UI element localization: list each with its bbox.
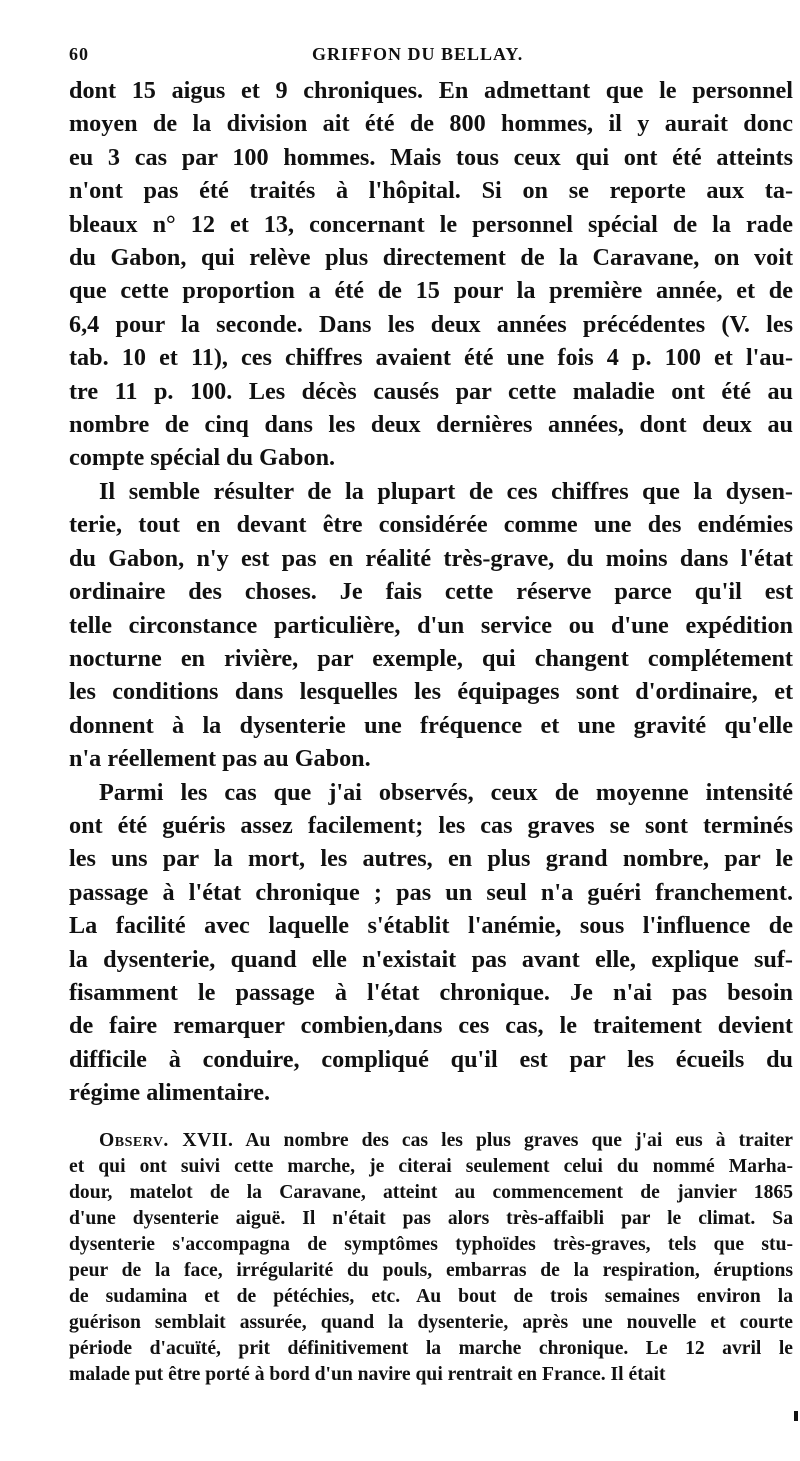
paragraph-2 [69,475,793,776]
text-line: la dysenterie, quand elle n'existait pas avant elle, explique suf- [69,945,793,973]
text-line: guérison semblait assurée, quand la dysenterie, après une nouvelle et courte [69,1312,793,1334]
text-line: La facilité avec laquelle s'établit l'anémie, sous l'influence de [69,912,793,940]
text-line: dont 15 aigus et 9 chroniques. En admettant que le personnel [69,77,793,104]
text-line: compte spécial du Gabon. [69,444,336,472]
text-line: régime alimentaire. [69,1079,271,1107]
text-line: ont été guéris assez facilement; les cas graves se sont terminés [69,811,793,839]
text-line: du Gabon, qui relève plus directement de la Caravane, on voit [69,244,793,272]
text-line: tre 11 p. 100. Les décès causés par cette maladie ont été au [69,377,793,405]
text-line: fisamment le passage à l'état chronique. Je n'ai pas besoin [69,978,793,1006]
text-line: que cette proportion a été de 15 pour la première année, et de [69,277,793,305]
observation-rest [69,1154,793,1389]
text-line: du Gabon, n'y est pas en réalité très-grave, du moins dans l'état [69,544,793,572]
observation-first-line [69,1128,793,1154]
text-line: de faire remarquer combien,dans ces cas, le traitement devient [69,1012,793,1040]
text-line: tab. 10 et 11), ces chiffres avaient été une fois 4 p. 100 et l'au- [69,344,793,372]
text-line: dour, matelot de la Caravane, atteint au commencement de janvier 1865 [69,1181,793,1203]
text-line: 6,4 pour la seconde. Dans les deux années précédentes (V. les [69,310,793,338]
observation-line: Au nombre des cas les plus graves que j'ai eus à traiter [233,1129,793,1151]
text-line: eu 3 cas par 100 hommes. Mais tous ceux qui ont été atteints [69,143,793,171]
text-line: malade put être porté à bord d'un navire qui rentrait en France. Il était [69,1364,666,1386]
text-line: Il semble résulter de la plupart de ces chiffres que la dysen- [99,477,793,505]
text-line: nombre de cinq dans les deux dernières années, dont deux au [69,411,793,439]
text-line: nocturne en rivière, par exemple, qui changent complétement [69,644,793,672]
text-line: de sudamina et de pétéchies, etc. Au bout de trois semaines environ la [69,1286,793,1308]
page-header [69,44,790,74]
text-line: terie, tout en devant être considérée comme une des endémies [69,511,793,539]
text-line: et qui ont suivi cette marche, je citerai seulement celui du nommé Marha- [69,1155,793,1177]
text-line: les uns par la mort, les autres, en plus grand nombre, par le [69,845,793,873]
paragraph-3 [69,776,793,1110]
paragraph-1 [69,74,793,475]
observation-lead: Observ. XVII. [99,1129,234,1151]
text-line: ordinaire des choses. Je fais cette réserve parce qu'il est [69,578,793,606]
text-line: moyen de la division ait été de 800 hommes, il y aurait donc [69,110,793,138]
text-line: n'a réellement pas au Gabon. [69,745,371,773]
text-line: telle circonstance particulière, d'un service ou d'une expédition [69,611,793,639]
text-line: donnent à la dysenterie une fréquence et une gravité qu'elle [69,711,793,739]
text-line: n'ont pas été traités à l'hôpital. Si on se reporte aux ta- [69,177,793,205]
text-line: peur de la face, irrégularité du pouls, embarras de la respiration, éruptions [69,1260,793,1282]
observation-xvii [69,1128,793,1389]
text-line: bleaux n° 12 et 13, concernant le personnel spécial de la rade [69,210,793,238]
text-line: période d'acuïté, prit définitivement la marche chronique. Le 12 avril le [69,1338,793,1360]
text-line: d'une dysenterie aiguë. Il n'était pas alors très-affaibli par le climat. Sa [69,1207,793,1229]
body-text [69,74,793,1110]
observation-paragraph [69,1128,793,1389]
text-line: difficile à conduire, compliqué qu'il est par les écueils du [69,1045,793,1073]
text-line: Parmi les cas que j'ai observés, ceux de moyenne intensité [99,778,793,806]
text-line: dysenterie s'accompagna de symptômes typhoïdes très-graves, tels que stu- [69,1233,793,1255]
page-number: 60 [69,44,89,64]
running-title: GRIFFON DU BELLAY. [312,44,524,64]
text-line: passage à l'état chronique ; pas un seul n'a guéri franchement. [69,878,793,906]
page-edge-mark [794,1411,798,1421]
text-line: les conditions dans lesquelles les équipages sont d'ordinaire, et [69,678,793,706]
